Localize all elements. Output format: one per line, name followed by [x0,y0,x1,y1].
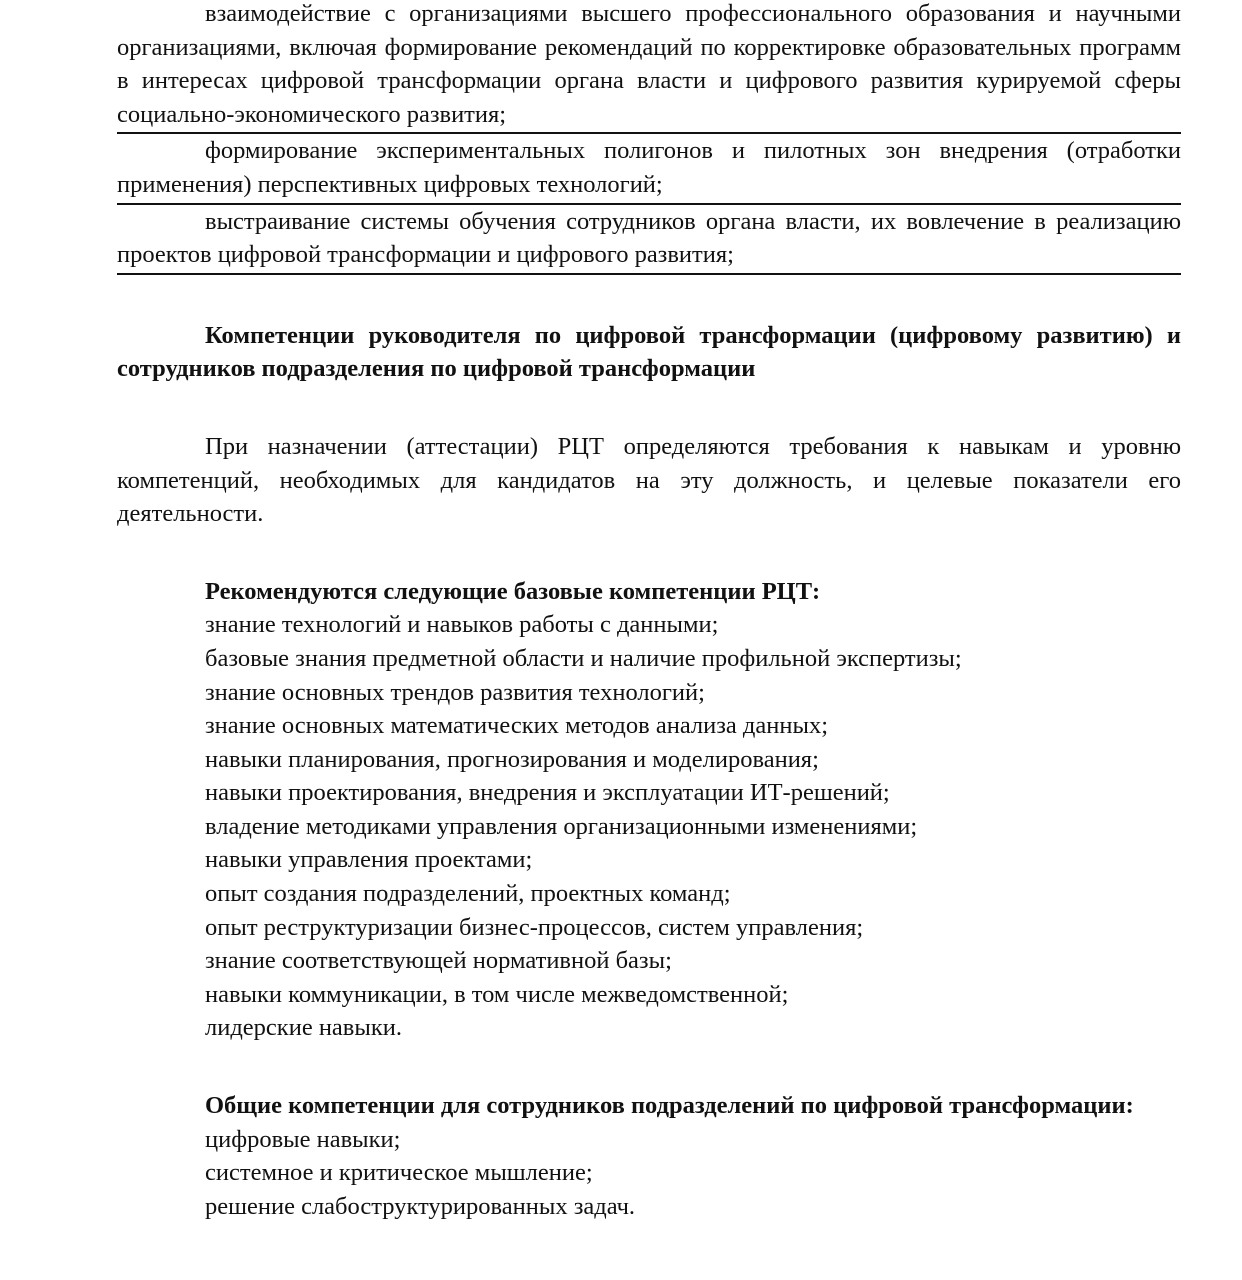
list-item: навыки управления проектами; [205,846,533,874]
list-item: опыт создания подразделений, проектных команд; [205,880,731,908]
list-item: системное и критическое мышление; [205,1159,593,1187]
general-competencies-section [117,1089,1181,1223]
general-competencies-list [117,1123,1181,1224]
list-item: базовые знания предметной области и наличие профильной экспертизы; [205,644,962,672]
list-item: навыки планирования, прогнозирования и моделирования; [205,745,819,773]
base-competencies-section [117,575,1181,1045]
base-competencies-heading: Рекомендуются следующие базовые компетенции РЦТ: [205,577,821,605]
list-item: лидерские навыки. [205,1014,402,1042]
list-item: знание соответствующей нормативной базы; [205,947,672,975]
list-item: навыки коммуникации, в том числе межведомственной; [205,980,789,1008]
list-item: знание технологий и навыков работы с данными; [205,611,719,639]
paragraph-training: выстраивание системы обучения сотрудников органа власти, их вовлечение в реализацию проектов цифровой трансформации и цифрового развития; [117,205,1181,275]
list-item: владение методиками управления организационными изменениями; [205,812,918,840]
document-page [117,0,1181,1223]
intro-paragraph: При назначении (аттестации) РЦТ определяются требования к навыкам и уровню компетенций, необходимых для кандидатов на эту должность, и целевые показатели его деятельности. [117,432,1181,528]
paragraph-pilot-zones: формирование экспериментальных полигонов и пилотных зон внедрения (отработки применения) перспективных цифровых технологий; [117,134,1181,204]
paragraph-universities: взаимодействие с организациями высшего профессионального образования и научными организациями, включая формирование рекомендаций по корректировке образовательных программ в интересах цифровой трансформации органа власти и цифрового развития курируемой сферы социально-экономического развития; [117,0,1181,134]
section-heading: Компетенции руководителя по цифровой трансформации (цифровому развитию) и сотрудников подразделения по цифровой трансформации [117,321,1181,383]
list-item: цифровые навыки; [205,1125,401,1153]
list-item: знание основных трендов развития технологий; [205,678,705,706]
general-competencies-heading: Общие компетенции для сотрудников подразделений по цифровой трансформации: [205,1092,1134,1120]
list-item: решение слабоструктурированных задач. [205,1192,636,1220]
base-competencies-list [117,608,1181,1045]
list-item: навыки проектирования, внедрения и эксплуатации ИТ-решений; [205,779,890,807]
list-item: знание основных математических методов анализа данных; [205,712,829,740]
list-item: опыт реструктуризации бизнес-процессов, систем управления; [205,913,864,941]
